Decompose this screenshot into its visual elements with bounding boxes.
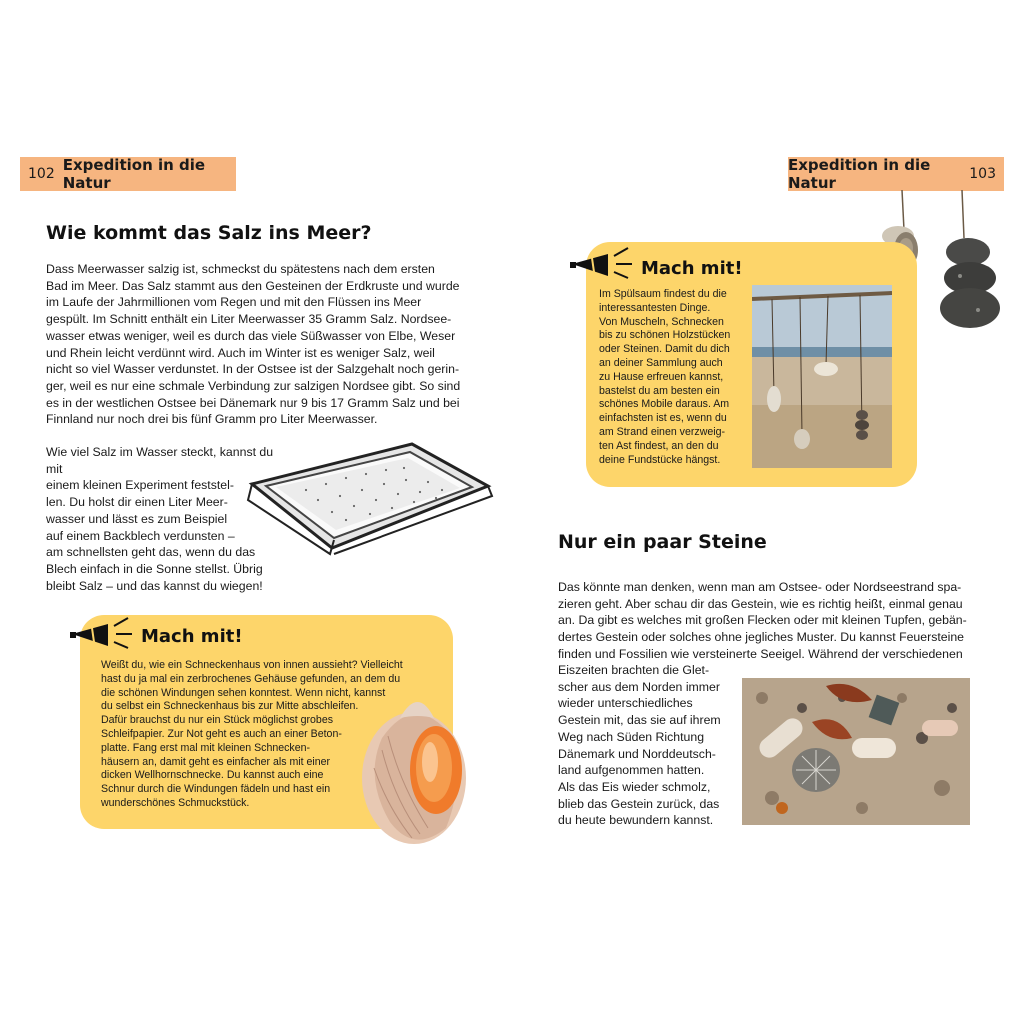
- snail-shell-image: [354, 688, 472, 850]
- mach-mit-text-right: Im Spülsaum findest du die interessantesten Dinge. Von Muscheln, Schnecken bis zu schönen Holzstücken oder Steinen. Damit du dich an deiner Sammlung auch zu Hause erfreuen kannst, bastelst du am besten ein schönes Mobile daraus. Am einfachsten ist es, wenn du am Strand einen verzweig- ten Ast findest, an den du deine Fundstücke hängst.: [599, 288, 731, 466]
- mach-mit-title-right: Mach mit!: [641, 258, 743, 279]
- stones-paragraph: Das könnte man denken, wenn man am Ostsee- oder Nordseestrand spa- zieren geht. Aber schau dir das Gestein, wie es richtig heißt, einmal genau an. Da gibt es welches mit großen Flecken oder mit kleinen Tupfen, gebän- dertes Gestein oder solches ohne jegliches Muster. Du kannst Feuersteine finden und Fossilien wie versteinerte Seeigel. Während der verschiedenen: [558, 580, 967, 661]
- page-header-right: [788, 157, 1004, 191]
- experiment-paragraph: Wie viel Salz im Wasser steckt, kannst du mit einem kleinen Experiment feststel- len. Du holst dir einen Liter Meer- wasser und lässt es zum Beispiel auf einem Backblech verdunsten – am schnellsten geht das, wenn du das Blech einfach in die Sonne stellst. Übrig bleibt Salz – und das kannst du wiegen!: [46, 445, 274, 593]
- megaphone-icon: [68, 612, 138, 652]
- header-title-left: Expedition in die Natur: [62, 156, 206, 192]
- page-header-left: [20, 157, 236, 191]
- section-heading-salt: Wie kommt das Salz ins Meer?: [46, 222, 372, 244]
- section-heading-stones: Nur ein paar Steine: [558, 531, 767, 553]
- beach-mobile-photo: [752, 285, 892, 468]
- page-number-right: 103: [969, 166, 996, 182]
- baking-tray-illustration: [246, 440, 494, 556]
- page-number-left: 102: [28, 166, 55, 182]
- beach-stones-photo: [742, 678, 970, 825]
- megaphone-icon: [568, 242, 638, 282]
- glacier-paragraph: Eiszeiten brachten die Glet- scher aus dem Norden immer wieder unterschiedliches Gestein mit, das sie auf ihrem Weg nach Süden Richtung Dänemark und Norddeutsch- land aufgenommen hatten. Als das Eis wieder schmolz, blieb das Gestein zurück, das du heute bewundern kannst.: [558, 663, 721, 828]
- header-title-right: Expedition in die Natur: [788, 156, 931, 192]
- salt-paragraph: Dass Meerwasser salzig ist, schmeckst du spätestens nach dem ersten Bad im Meer. Das Salz stammt aus den Gesteinen der Erdkruste und wurde im Laufe der Jahrmillionen vom Regen und mit den Flüssen ins Meer gespült. Im Schnitt enthält ein Liter Meerwasser 35 Gramm Salz. Nordsee- wasser etwas weniger, weil es durch das viele Süßwasser von Elbe, Weser und Rhein leicht verdünnt wird. Auch im Winter ist es weniger Salz, weil nicht so viel Wasser verdunstet. In der Ostsee ist der Salzgehalt noch gerin- ger, weil es nur eine schmale Verbindung zur salzigen Nordsee gibt. So sind es in der westlichen Ostsee bei Dänemark nur 9 bis 17 Gramm Salz und bei Finnland nur noch drei bis fünf Gramm pro Liter Meerwasser.: [46, 262, 461, 427]
- mach-mit-title-left: Mach mit!: [141, 626, 243, 647]
- mach-mit-text-left: Weißt du, wie ein Schneckenhaus von innen aussieht? Vielleicht hast du ja mal ein zerbrochenes Gehäuse gefunden, an dem du die schönen Windungen sehen konntest. Wenn nicht, kannst du selbst ein Schneckenhaus bis zur Mitte abschleifen. Dafür brauchst du nur ein Stück möglichst grobes Schleifpapier. Zur Not geht es auch an einer Beton- platte. Fang erst mal mit kleinen Schnecken- häusern an, damit geht es einfacher als mit einer dicken Wellhornschnecke. Du kannst auch eine Schnur durch die Windungen fädeln und hast ein wunderschönes Schmuckstück.: [101, 659, 403, 809]
